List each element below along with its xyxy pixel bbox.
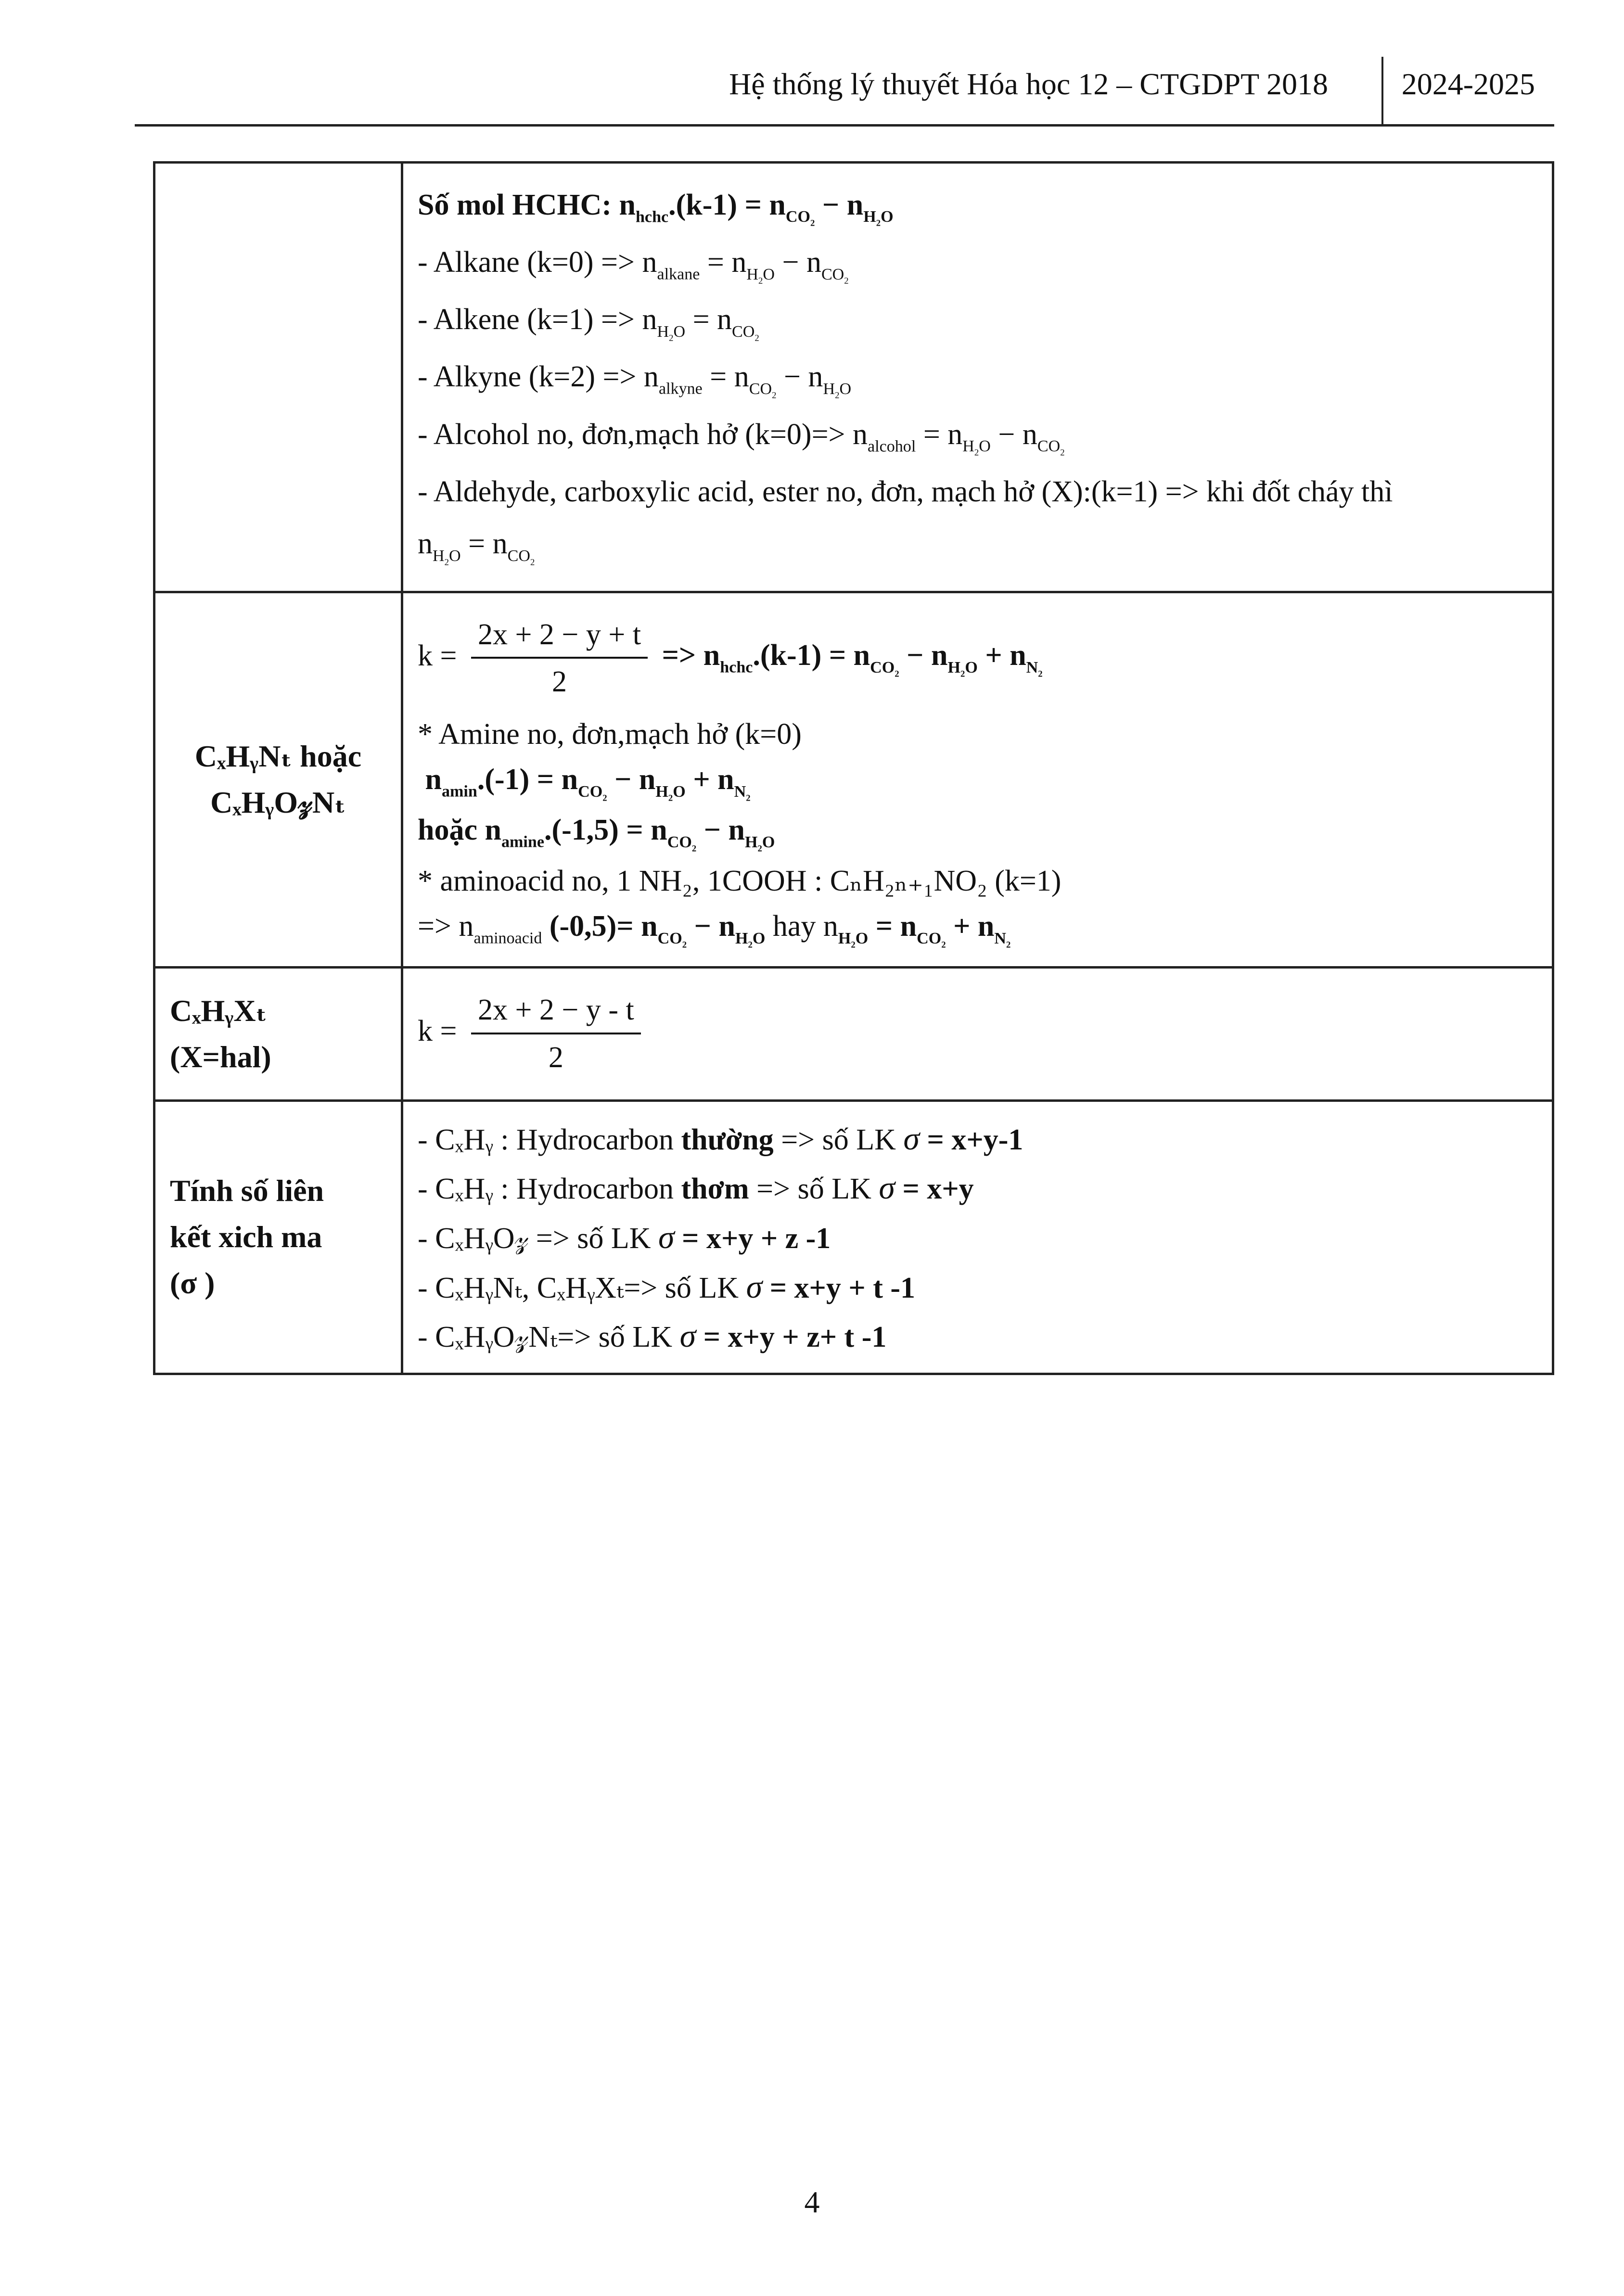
formula-line: - CₓHᵧNₜ, CₓHᵧXₜ=> số LK σ = x+y + t -1 bbox=[418, 1268, 915, 1305]
row-label-halide: CₓHᵧXₜ (X=hal) bbox=[154, 968, 402, 1100]
formula-line: * aminoacid no, 1 NH₂, 1COOH : CₙH₂ₙ₊₁NO₂ (k=1) bbox=[418, 864, 1061, 897]
row-content-sigma bbox=[402, 1100, 1553, 1374]
page-number: 4 bbox=[804, 2185, 820, 2219]
formula-line: - Alkene $(k=1) => n_{H_2O} = n_{CO_2}$ bbox=[418, 303, 759, 344]
formula-line: - CₓHᵧO𝓏Nₜ=> số LK σ = x+y + z+ t -1 bbox=[418, 1317, 887, 1354]
formula-line: - Alcohol no, đơn,mạch hở $(k=0)=> n_{alcohol} = n_{H_2O} - n_{CO_2}$ bbox=[418, 418, 1065, 458]
formula-line: - CₓHᵧO𝓏 => số LK σ = x+y + z -1 bbox=[418, 1218, 831, 1255]
header-title: Hệ thống lý thuyết Hóa học 12 – CTGDPT 2018 bbox=[729, 67, 1328, 101]
row-content-hchc bbox=[402, 163, 1553, 592]
fraction: $\frac{2x + 2 - y - t}{2}$ bbox=[471, 991, 641, 1077]
formula-line: - Alkane $(k=0) => n_{alkane} = n_{H_2O} - n_{CO_2}$ bbox=[418, 246, 849, 286]
formula-line: - CₓHᵧ : Hydrocarbon thơm => số LK σ = x+y bbox=[418, 1169, 974, 1206]
formula-line: k = $\frac{2x + 2 - y + t}{2}$ => $n_{hchc}.(k-1) = n_{CO_2} - n_{H_2O} + n_{N_2}$ bbox=[418, 615, 1537, 702]
row-label-sigma: Tính số liên kết xich ma (σ ) bbox=[154, 1100, 402, 1374]
formula-line: - Alkyne $(k=2) => n_{alkyne} = n_{CO_2} - n_{H_2O}$ bbox=[418, 360, 852, 401]
table-row bbox=[154, 592, 1553, 968]
table-row bbox=[154, 163, 1553, 592]
row-label-amine: CₓHᵧNₜ hoặc CₓHᵧO𝓏Nₜ bbox=[154, 592, 402, 968]
formula-line: k = $\frac{2x + 2 - y - t}{2}$ bbox=[418, 991, 1537, 1077]
page-header bbox=[135, 52, 1554, 127]
formula-line: hoặc $n_{amine}.(-1,5) = n_{CO_2} - n_{H_2O}$ bbox=[418, 814, 775, 854]
formula-line: $n_{amin}.(-1) = n_{CO_2} - n_{H_2O} + n_{N_2}$ bbox=[425, 763, 751, 804]
row-label-empty bbox=[154, 163, 402, 592]
table-row bbox=[154, 968, 1553, 1100]
formula-line: $n_{H_2O} = n_{CO_2}$ bbox=[418, 527, 535, 568]
fraction: $\frac{2x + 2 - y + t}{2}$ bbox=[471, 615, 648, 702]
header-divider bbox=[1381, 57, 1383, 124]
formula-table bbox=[153, 161, 1554, 1375]
header-year: 2024-2025 bbox=[1401, 67, 1535, 101]
formula-line: - Aldehyde, carboxylic acid, ester no, đơn, mạch hở (X):(k=1) => khi đốt cháy thì bbox=[418, 475, 1393, 508]
formula-line: Số mol HCHC: $n_{hchc}.(k-1) = n_{CO_2} - n_{H_2O}$ bbox=[418, 189, 894, 229]
row-content-halide bbox=[402, 968, 1553, 1100]
table-row bbox=[154, 1100, 1553, 1374]
formula-line: => $n_{aminoacid}$ $(-0,5)= n_{CO_2} - n_{H_2O}$ hay $n_{H_2O} = n_{CO_2} + n_{N_2}$ bbox=[418, 910, 1011, 950]
formula-line: * Amine no, đơn,mạch hở (k=0) bbox=[418, 717, 802, 751]
formula-line: - CₓHᵧ : Hydrocarbon thường => số LK σ = x+y-1 bbox=[418, 1120, 1023, 1157]
row-content-amine bbox=[402, 592, 1553, 968]
